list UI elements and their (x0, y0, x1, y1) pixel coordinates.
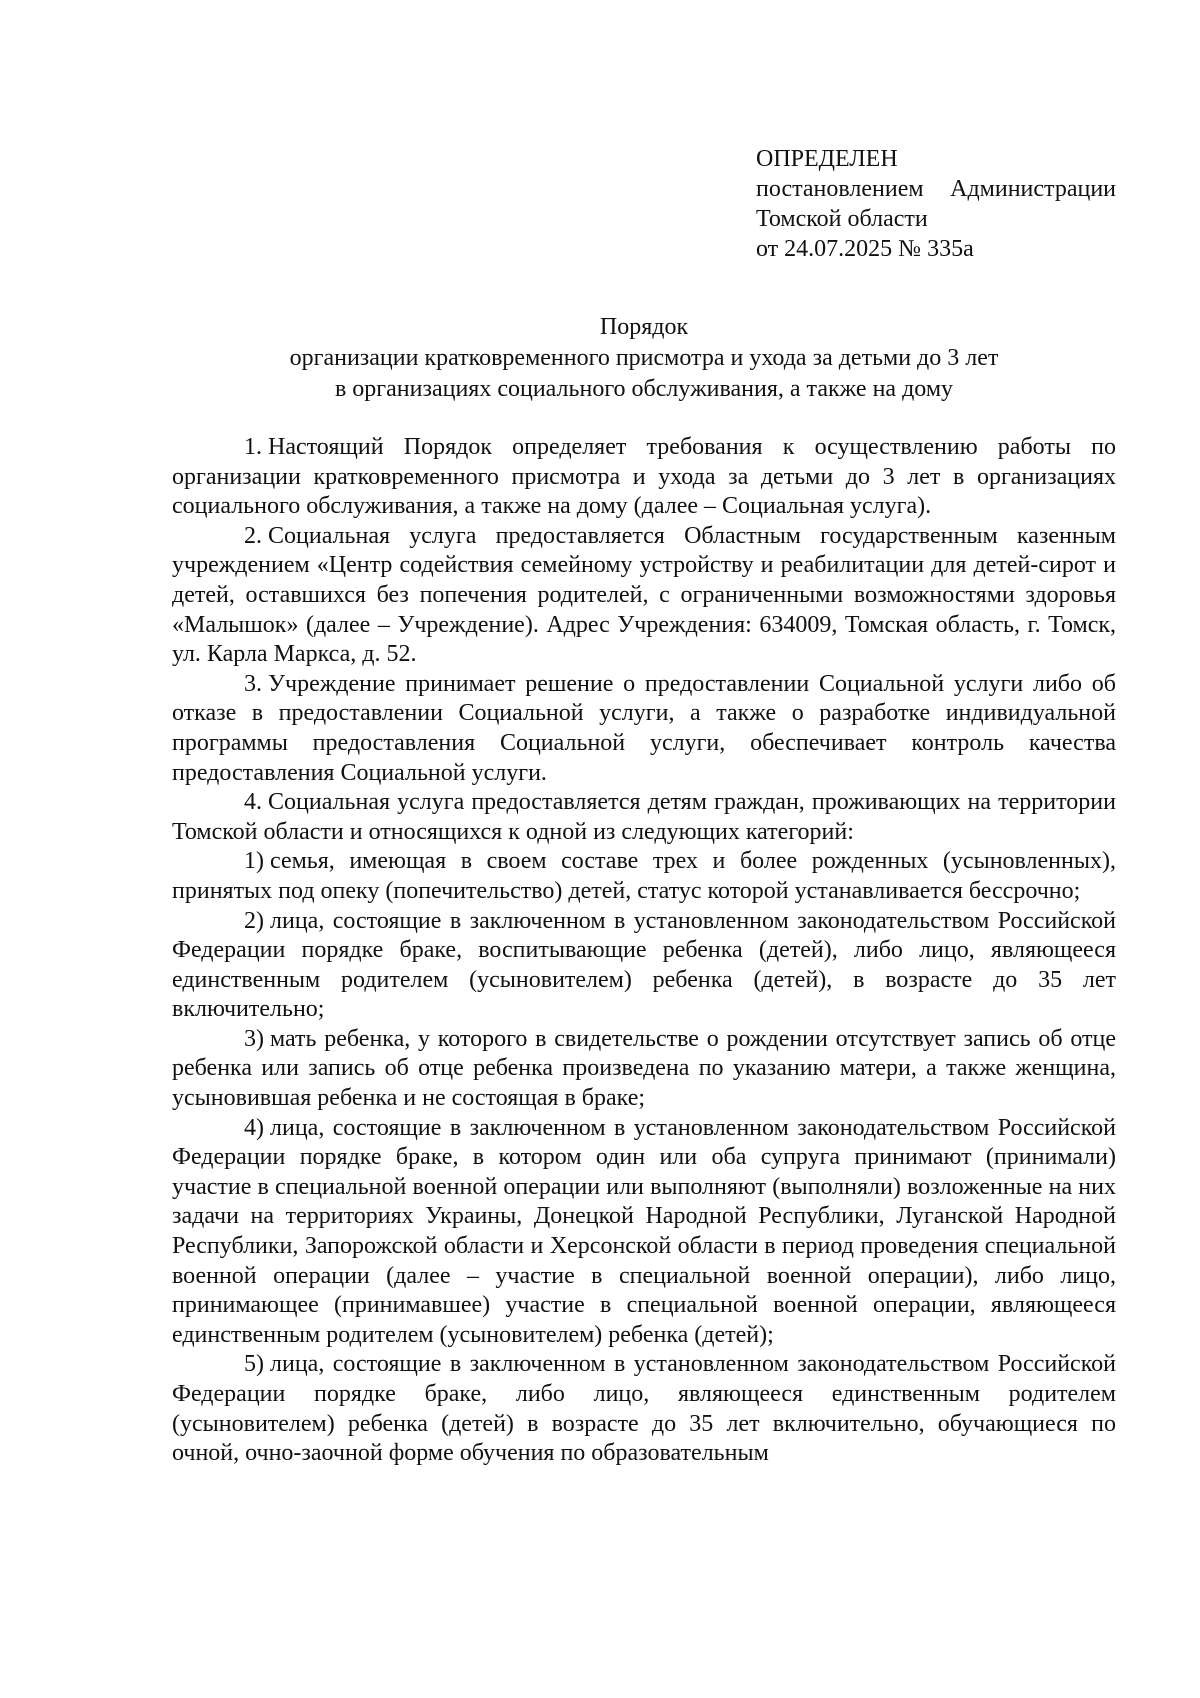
list-item-number: 3) (244, 1025, 264, 1052)
title-line-2: в организациях социального обслуживания, а также на дому (334, 376, 954, 402)
paragraph-number: 1. (244, 434, 262, 460)
paragraph-4 (172, 788, 1116, 847)
list-item-5 (172, 1350, 1116, 1468)
list-item-text: лица, состоящие в заключенном в установленном законодательством Российской Федерации порядке браке, либо лицо, являющееся единственным родителем (усыновителем) ребенка (детей) в возрасте до 35 лет включительно, обучающиеся по очной, очно-заочной форме обучения по образовательным (172, 1351, 1116, 1467)
approval-line-2: Томской области (756, 206, 928, 232)
paragraph-text: Настоящий Порядок определяет требования к осуществлению работы по организации кратковременного присмотра и ухода за детьми до 3 лет в организациях социального обслуживания, а также на дому (далее – Социальная услуга). (172, 434, 1116, 520)
document-body (172, 433, 1116, 1469)
list-item-3 (172, 1025, 1116, 1114)
paragraph-2 (172, 522, 1116, 670)
document-title (172, 312, 1116, 405)
paragraph-number: 4. (244, 789, 262, 816)
list-item-2 (172, 907, 1116, 1025)
paragraph-1 (172, 433, 1116, 522)
paragraph-text: Социальная услуга предоставляется Областным государственным казенным учреждением «Центр содействия семейному устройству и реабилитации для детей-сирот и детей, оставшихся без попечения родителей, с ограниченными возможностями здоровья «Малышок» (далее – Учреждение). Адрес Учреждения: 634009, Томская область, г. Томск, ул. Карла Маркса, д. 52. (172, 522, 1116, 668)
list-item-text: мать ребенка, у которого в свидетельстве о рождении отсутствует запись об отце ребенка или запись об отце ребенка произведена по указанию матери, а также женщина, усыновившая ребенка и не состоящая в браке; (172, 1025, 1116, 1112)
approval-line-3: от 24.07.2025 № 335а (756, 236, 974, 262)
paragraph-text: Социальная услуга предоставляется детям граждан, проживающих на территории Томской области и относящихся к одной из следующих категорий: (172, 789, 1116, 845)
title-line-1: организации кратковременного присмотра и ухода за детьми до 3 лет (289, 345, 999, 371)
list-item-number: 5) (244, 1351, 264, 1378)
paragraph-text: Учреждение принимает решение о предоставлении Социальной услуги либо об отказе в предоставлении Социальной услуги, а также о разработке индивидуальной программы предоставления Социальной услуги, обеспечивает контроль качества предоставления Социальной услуги. (172, 670, 1116, 786)
list-item-text: семья, имеющая в своем составе трех и более рожденных (усыновленных), принятых под опеку (попечительство) детей, статус которой устанавливается бессрочно; (172, 848, 1116, 904)
approval-stamp (756, 144, 1116, 264)
approval-line-1: постановлением Администрации (756, 176, 1116, 202)
list-item-number: 1) (244, 848, 264, 875)
list-item-1 (172, 847, 1116, 906)
paragraph-number: 3. (244, 670, 262, 697)
title-heading: Порядок (599, 314, 689, 340)
list-item-number: 2) (244, 907, 264, 934)
paragraph-number: 2. (244, 522, 262, 549)
paragraph-3 (172, 670, 1116, 788)
list-item-text: лица, состоящие в заключенном в установленном законодательством Российской Федерации порядке браке, в котором один или оба супруга принимают (принимали) участие в специальной военной операции или выполняют (выполняли) возложенные на них задачи на территориях Украины, Донецкой Народной Республики, Луганской Народной Республики, Запорожской области и Херсонской области в период проведения специальной военной операции (далее – участие в специальной военной операции), либо лицо, принимающее (принимавшее) участие в специальной военной операции, являющееся единственным родителем (усыновителем) ребенка (детей); (172, 1114, 1116, 1348)
list-item-4 (172, 1114, 1116, 1351)
list-item-number: 4) (244, 1114, 264, 1141)
approval-status: ОПРЕДЕЛЕН (756, 146, 898, 172)
list-item-text: лица, состоящие в заключенном в установленном законодательством Российской Федерации порядке браке, воспитывающие ребенка (детей), либо лицо, являющееся единственным родителем (усыновителем) ребенка (детей), в возрасте до 35 лет включительно; (172, 907, 1116, 1023)
